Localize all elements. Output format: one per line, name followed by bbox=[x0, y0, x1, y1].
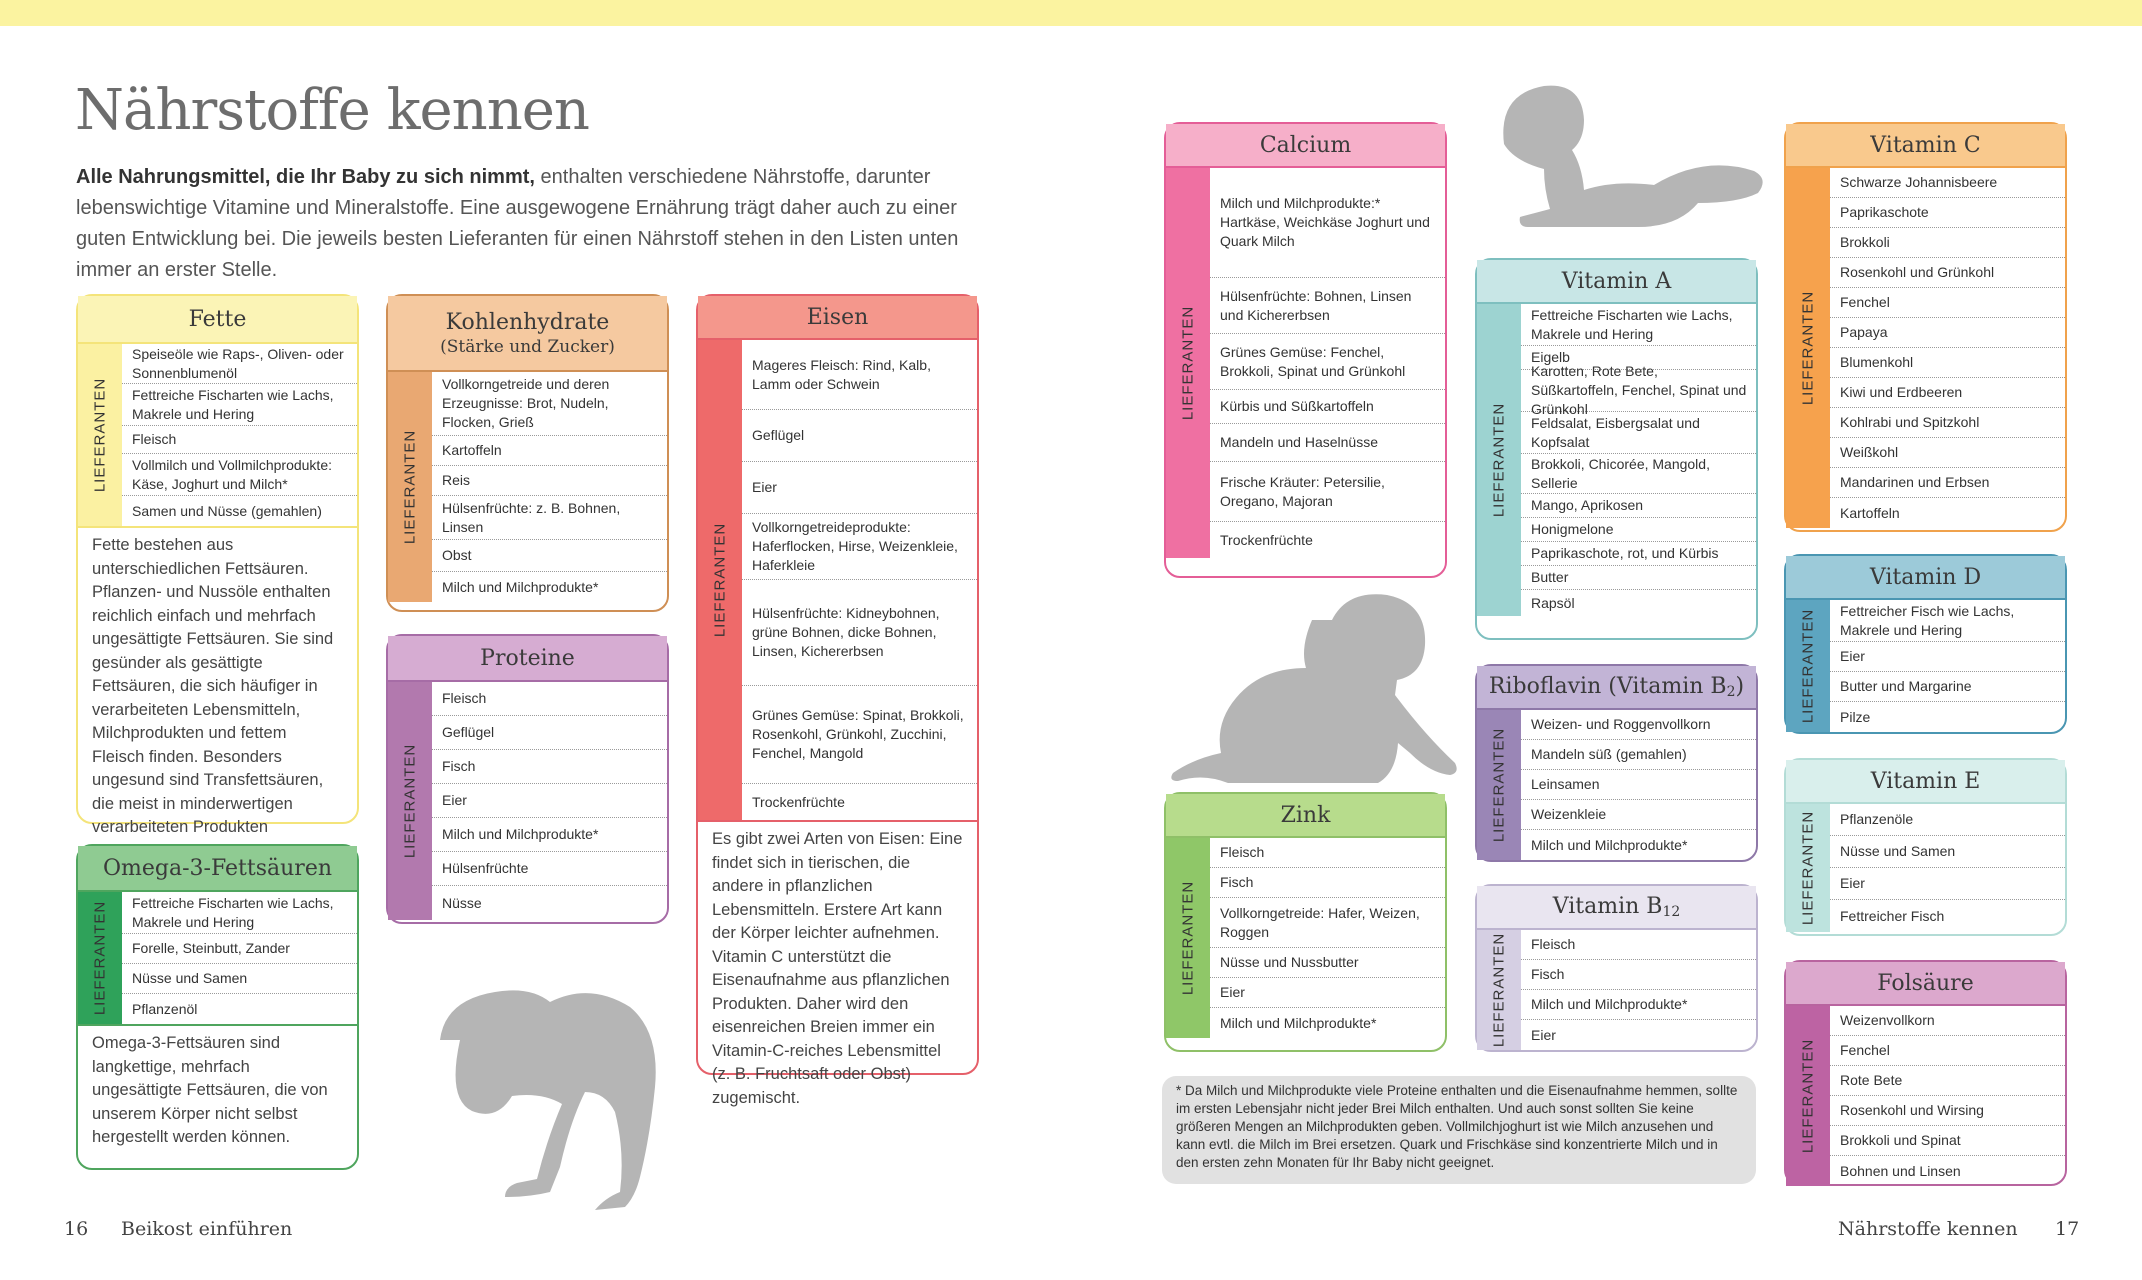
box-riboflavin-header bbox=[1477, 666, 1756, 710]
box-vitamin-d-header bbox=[1786, 556, 2065, 600]
box-vitamin-a bbox=[1475, 258, 1758, 640]
baby-bending-silhouette-icon bbox=[400, 940, 690, 1230]
list-item: Milch und Milchprodukte* bbox=[432, 818, 667, 852]
list-item: Kartoffeln bbox=[432, 436, 667, 466]
list-item: Fenchel bbox=[1830, 288, 2065, 318]
lieferanten-label: LIEFERANTEN bbox=[388, 372, 432, 602]
list-item: Karotten, Rote Bete, Süßkartoffeln, Fenchel, Spinat und Grünkohl bbox=[1521, 370, 1756, 412]
list-item: Eier bbox=[1210, 978, 1445, 1008]
list-item: Mageres Fleisch: Rind, Kalb, Lamm oder Schwein bbox=[742, 340, 977, 410]
box-vitamin-c-title: Vitamin C bbox=[1870, 132, 1981, 158]
list-item: Rote Bete bbox=[1830, 1066, 2065, 1096]
list-item: Blumenkohl bbox=[1830, 348, 2065, 378]
list-item: Milch und Milchprodukte* bbox=[1531, 836, 1688, 853]
box-eisen bbox=[696, 294, 979, 1107]
list-item: Nüsse und Samen bbox=[122, 964, 357, 994]
list-item: Hülsenfrüchte: z. B. Bohnen, Linsen bbox=[432, 496, 667, 540]
lieferanten-label: LIEFERANTEN bbox=[1786, 168, 1830, 528]
box-riboflavin-title-sub: 2 bbox=[1726, 684, 1736, 700]
list-item: Papaya bbox=[1830, 318, 2065, 348]
footer-right-title: Nährstoffe kennen bbox=[1838, 1218, 2018, 1240]
footer-left-page-number: 16 bbox=[64, 1218, 89, 1240]
list-item: Paprikaschote bbox=[1830, 198, 2065, 228]
lieferanten-label: LIEFERANTEN bbox=[1786, 1006, 1830, 1186]
list-item: Fisch bbox=[432, 750, 667, 784]
box-folsaeure-title: Folsäure bbox=[1877, 970, 1974, 996]
list-item: Mango, Aprikosen bbox=[1521, 494, 1756, 518]
list-item: Brokkoli, Chicorée, Mangold, Sellerie bbox=[1521, 454, 1756, 494]
list-item: Kohlrabi und Spitzkohl bbox=[1830, 408, 2065, 438]
list-item: Eigelb bbox=[1521, 346, 1756, 370]
box-kohlenhydrate-header bbox=[388, 296, 667, 372]
box-omega-3-title: Omega-3-Fettsäuren bbox=[102, 855, 333, 881]
list-item: Vollkorngetreide und deren Erzeugnisse: Brot, Nudeln, Flocken, Grieß bbox=[432, 372, 667, 436]
box-riboflavin-title: Riboflavin (Vitamin B bbox=[1488, 674, 1727, 699]
list-item: Fettreiche Fischarten wie Lachs, Makrele und Hering bbox=[122, 384, 357, 426]
list-item: Weizen- und Roggenvollkorn bbox=[1521, 710, 1756, 740]
list-item: Fettreicher Fisch bbox=[1840, 907, 1945, 924]
list-item: Geflügel bbox=[742, 410, 977, 462]
box-calcium-title: Calcium bbox=[1259, 132, 1352, 158]
list-item: Nüsse bbox=[442, 894, 482, 911]
lieferanten-label: LIEFERANTEN bbox=[1786, 804, 1830, 932]
box-vitamin-e-title: Vitamin E bbox=[1870, 768, 1981, 794]
top-color-bar bbox=[0, 0, 2142, 26]
box-zink-header bbox=[1166, 794, 1445, 838]
lieferanten-label: LIEFERANTEN bbox=[1786, 600, 1830, 732]
box-vitamin-a-header bbox=[1477, 260, 1756, 304]
list-item: Mandarinen und Erbsen bbox=[1830, 468, 2065, 498]
list-item: Nüsse und Nussbutter bbox=[1210, 948, 1445, 978]
list-item: Brokkoli und Spinat bbox=[1830, 1126, 2065, 1156]
page-title: Nährstoffe kennen bbox=[75, 78, 589, 143]
box-vitamin-c bbox=[1784, 122, 2067, 532]
list-item: Fettreiche Fischarten wie Lachs, Makrele und Hering bbox=[1521, 304, 1756, 346]
list-item: Frische Kräuter: Petersilie, Oregano, Majoran bbox=[1210, 462, 1445, 522]
list-item: Weizenkleie bbox=[1521, 800, 1756, 830]
list-item: Hülsenfrüchte bbox=[432, 852, 667, 886]
box-calcium bbox=[1164, 122, 1447, 578]
box-riboflavin-title-end: ) bbox=[1735, 674, 1745, 699]
list-item: Samen und Nüsse (gemahlen) bbox=[132, 502, 322, 519]
list-item: Nüsse und Samen bbox=[1830, 836, 2065, 868]
box-vitamin-e-header bbox=[1786, 760, 2065, 804]
intro-rest: enthalten verschiedene Nährstoffe, darunter lebenswichtige Vitamine und Mineralstoffe. Eine ausgewogene Ernährung trägt daher auch zu einer guten Entwicklung bei. Die jeweils besten Lieferanten für einen Nährstoff stehen in den Listen unten immer an erster Stelle. bbox=[76, 166, 959, 281]
baby-crawling-silhouette-icon bbox=[1162, 590, 1462, 800]
box-proteine bbox=[386, 634, 669, 924]
box-eisen-desc: Es gibt zwei Arten von Eisen: Eine findet sich in tierischen, die andere in pflanzlichen Lebensmitteln. Erstere Art kann der Körper leichter aufnehmen. Vitamin C unterstützt die Eisenaufnahme aus pflanzlichen Produkten. Daher wird den eisenreichen Breien immer ein Vitamin-C-reiches Lebensmittel (z. B. Fruchtsaft oder Obst) zugemischt. bbox=[698, 820, 977, 1116]
list-item: Weißkohl bbox=[1830, 438, 2065, 468]
list-item: Fleisch bbox=[1210, 838, 1445, 868]
list-item: Eier bbox=[1830, 868, 2065, 900]
box-vitamin-b12 bbox=[1475, 884, 1758, 1052]
lieferanten-label: LIEFERANTEN bbox=[78, 344, 122, 526]
box-vitamin-b12-header bbox=[1477, 886, 1756, 930]
footer-right-page-number: 17 bbox=[2055, 1218, 2080, 1240]
box-riboflavin bbox=[1475, 664, 1758, 862]
lieferanten-label: LIEFERANTEN bbox=[388, 682, 432, 920]
list-item: Vollmilch und Vollmilchprodukte: Käse, Joghurt und Milch* bbox=[122, 454, 357, 496]
box-omega-3 bbox=[76, 844, 359, 1170]
lieferanten-label: LIEFERANTEN bbox=[698, 340, 742, 820]
list-item: Obst bbox=[432, 540, 667, 572]
box-zink bbox=[1164, 792, 1447, 1052]
list-item: Fenchel bbox=[1830, 1036, 2065, 1066]
list-item: Milch und Milchprodukte:* Hartkäse, Weichkäse Joghurt und Quark Milch bbox=[1210, 168, 1445, 278]
box-kohlenhydrate-title: Kohlenhydrate bbox=[445, 309, 610, 335]
list-item: Mandeln süß (gemahlen) bbox=[1521, 740, 1756, 770]
lieferanten-label: LIEFERANTEN bbox=[1477, 930, 1521, 1050]
footer-left-title: Beikost einführen bbox=[121, 1218, 293, 1240]
list-item: Hülsenfrüchte: Kidneybohnen, grüne Bohnen, dicke Bohnen, Linsen, Kichererbsen bbox=[742, 580, 977, 686]
list-item: Reis bbox=[432, 466, 667, 496]
list-item: Kiwi und Erdbeeren bbox=[1830, 378, 2065, 408]
list-item: Kartoffeln bbox=[1840, 504, 1900, 521]
list-item: Paprikaschote, rot, und Kürbis bbox=[1521, 542, 1756, 566]
list-item: Hülsenfrüchte: Bohnen, Linsen und Kichererbsen bbox=[1210, 278, 1445, 334]
box-vitamin-c-header bbox=[1786, 124, 2065, 168]
box-kohlenhydrate bbox=[386, 294, 669, 612]
lieferanten-label: LIEFERANTEN bbox=[78, 892, 122, 1024]
list-item: Schwarze Johannisbeere bbox=[1830, 168, 2065, 198]
list-item: Vollkorngetreide: Hafer, Weizen, Roggen bbox=[1210, 898, 1445, 948]
list-item: Fisch bbox=[1210, 868, 1445, 898]
list-item: Fisch bbox=[1521, 960, 1756, 990]
list-item: Fleisch bbox=[432, 682, 667, 716]
list-item: Bohnen und Linsen bbox=[1840, 1162, 1961, 1179]
box-calcium-header bbox=[1166, 124, 1445, 168]
list-item: Fleisch bbox=[1521, 930, 1756, 960]
list-item: Trockenfrüchte bbox=[1220, 531, 1313, 548]
box-vitamin-a-title: Vitamin A bbox=[1561, 268, 1672, 294]
list-item: Trockenfrüchte bbox=[752, 793, 845, 810]
list-item: Butter bbox=[1521, 566, 1756, 590]
box-vitamin-b12-title: Vitamin B bbox=[1552, 894, 1663, 919]
lieferanten-label: LIEFERANTEN bbox=[1477, 710, 1521, 860]
box-fette-desc: Fette bestehen aus unterschiedlichen Fettsäuren. Pflanzen- und Nussöle enthalten reichlich einfach und mehrfach ungesättigte Fettsäuren. Sie sind gesünder als gesättigte Fettsäuren, die sich häufiger in verarbeiteten Lebensmitteln, Milchprodukten und fettem Fleisch finden. Besonders ungesund sind Transfettsäuren, die meist in minderwertigen verarbeiteten Produkten bbox=[78, 526, 357, 869]
box-folsaeure bbox=[1784, 960, 2067, 1186]
intro-bold: Alle Nahrungsmittel, die Ihr Baby zu sich nimmt, bbox=[76, 166, 535, 188]
list-item: Eier bbox=[1531, 1026, 1556, 1043]
list-item: Forelle, Steinbutt, Zander bbox=[122, 934, 357, 964]
box-fette bbox=[76, 294, 359, 836]
box-proteine-header bbox=[388, 636, 667, 682]
list-item: Vollkorngetreideprodukte: Haferflocken, Hirse, Weizenkleie, Haferkleie bbox=[742, 514, 977, 580]
list-item: Rosenkohl und Grünkohl bbox=[1830, 258, 2065, 288]
box-fette-header bbox=[78, 296, 357, 344]
baby-lying-silhouette-icon bbox=[1484, 78, 1764, 258]
list-item: Fettreicher Fisch wie Lachs, Makrele und Hering bbox=[1830, 600, 2065, 642]
list-item: Eier bbox=[432, 784, 667, 818]
list-item: Eier bbox=[1830, 642, 2065, 672]
intro-text bbox=[76, 162, 986, 286]
box-kohlenhydrate-subtitle: (Stärke und Zucker) bbox=[440, 336, 615, 357]
list-item: Weizenvollkorn bbox=[1830, 1006, 2065, 1036]
list-item: Butter und Margarine bbox=[1830, 672, 2065, 702]
lieferanten-label: LIEFERANTEN bbox=[1477, 304, 1521, 616]
list-item: Speiseöle wie Raps-, Oliven- oder Sonnenblumenöl bbox=[122, 344, 357, 384]
list-item: Mandeln und Haselnüsse bbox=[1210, 424, 1445, 462]
box-omega-3-desc: Omega-3-Fettsäuren sind langkettige, mehrfach ungesättigte Fettsäuren, die von unserem Körper nicht selbst hergestellt werden können. bbox=[78, 1024, 357, 1156]
list-item: Grünes Gemüse: Spinat, Brokkoli, Rosenkohl, Grünkohl, Zucchini, Fenchel, Mangold bbox=[742, 686, 977, 784]
list-item: Fleisch bbox=[122, 426, 357, 454]
box-vitamin-d bbox=[1784, 554, 2067, 734]
box-folsaeure-header bbox=[1786, 962, 2065, 1006]
list-item: Grünes Gemüse: Fenchel, Brokkoli, Spinat und Grünkohl bbox=[1210, 334, 1445, 390]
list-item: Rapsöl bbox=[1531, 594, 1575, 611]
box-vitamin-b12-title-sub: 12 bbox=[1662, 904, 1681, 920]
list-item: Milch und Milchprodukte* bbox=[1521, 990, 1756, 1020]
box-zink-title: Zink bbox=[1280, 802, 1331, 828]
box-eisen-header bbox=[698, 296, 977, 340]
list-item: Pilze bbox=[1840, 708, 1871, 725]
list-item: Kürbis und Süßkartoffeln bbox=[1210, 390, 1445, 424]
box-eisen-title: Eisen bbox=[806, 304, 869, 330]
box-vitamin-d-title: Vitamin D bbox=[1869, 564, 1982, 590]
footnote: * Da Milch und Milchprodukte viele Proteine enthalten und die Eisenaufnahme hemmen, sollte im ersten Lebensjahr nicht jeder Brei Milch enthalten. Und auch sonst sollten Sie keine größeren Mengen an Milchprodukten geben. Vollmilchjoghurt ist wie Milch anzusehen und kann evtl. die Milch im Brei ersetzen. Quark und Frischkäse sind konzentrierte Milch und in den ersten zehn Monaten für Ihr Baby nicht geeignet. bbox=[1162, 1076, 1756, 1184]
box-proteine-title: Proteine bbox=[480, 645, 575, 671]
list-item: Feldsalat, Eisbergsalat und Kopfsalat bbox=[1521, 412, 1756, 454]
list-item: Milch und Milchprodukte* bbox=[442, 578, 599, 595]
lieferanten-label: LIEFERANTEN bbox=[1166, 168, 1210, 558]
list-item: Leinsamen bbox=[1521, 770, 1756, 800]
lieferanten-label: LIEFERANTEN bbox=[1166, 838, 1210, 1038]
box-omega-3-header bbox=[78, 846, 357, 892]
box-vitamin-e bbox=[1784, 758, 2067, 936]
list-item: Brokkoli bbox=[1830, 228, 2065, 258]
list-item: Eier bbox=[742, 462, 977, 514]
list-item: Geflügel bbox=[432, 716, 667, 750]
list-item: Rosenkohl und Wirsing bbox=[1830, 1096, 2065, 1126]
list-item: Milch und Milchprodukte* bbox=[1220, 1014, 1377, 1031]
list-item: Fettreiche Fischarten wie Lachs, Makrele und Hering bbox=[122, 892, 357, 934]
list-item: Pflanzenöl bbox=[132, 1000, 198, 1017]
list-item: Honigmelone bbox=[1521, 518, 1756, 542]
box-fette-title: Fette bbox=[188, 306, 247, 332]
list-item: Pflanzenöle bbox=[1830, 804, 2065, 836]
